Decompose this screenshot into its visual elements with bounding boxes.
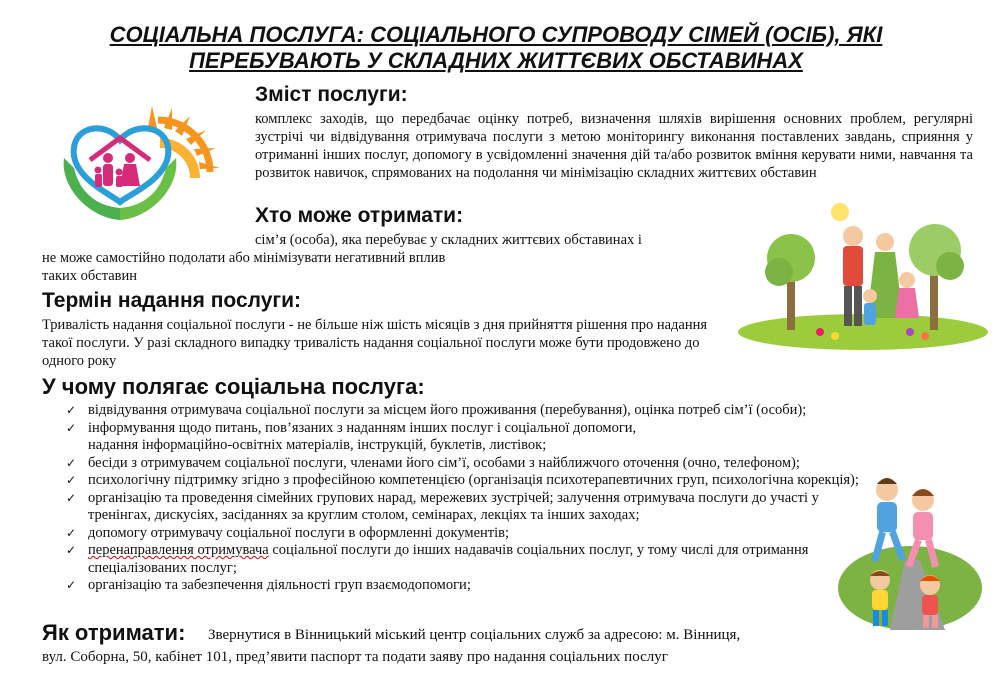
how-line-1: Звернутися в Вінницький міський центр соціальних служб за адресою: м. Вінниця, bbox=[208, 627, 741, 643]
recipients-line-3: таких обставин bbox=[42, 268, 138, 284]
list-item: ✓ перенаправлення отримувача соціальної послуги до інших надавачів соціальних послуг, у тому числі для отримання спеціалізованих послуг; bbox=[62, 542, 833, 577]
family-hands-sun-logo-icon bbox=[60, 98, 220, 228]
list-item: ✓ психологічну підтримку згідно з професійною компетенцією (організація психотерапевтичних груп, психологічна корекція); bbox=[62, 472, 863, 490]
family-illustration-icon bbox=[735, 200, 990, 350]
how-heading: Як отримати: bbox=[42, 620, 186, 645]
list-item: ✓ бесіди з отримувачем соціальної послуги, членами його сім’ї, особами з найближчого оточення (очно, телефоном); bbox=[62, 455, 862, 473]
recipients-heading: Хто може отримати: bbox=[255, 204, 464, 227]
list-item: ✓ організацію та забезпечення діяльності груп взаємодопомоги; bbox=[62, 577, 862, 595]
page-title-line-2: ПЕРЕБУВАЮТЬ У СКЛАДНИХ ЖИТТЄВИХ ОБСТАВИНАХ bbox=[189, 48, 803, 73]
list-item: ✓ організацію та проведення сімейних групових нарад, мережевих зустрічей; залучення отримувача послуги до участі у тренінгах, дискусіях, засіданнях за круглим столом, семінарах, лекціях та інших заходах; bbox=[62, 490, 848, 525]
recipients-line-1: сім’я (особа), яка перебуває у складних життєвих обставинах і bbox=[255, 232, 642, 248]
how-line-2: вул. Соборна, 50, кабінет 101, пред’явити паспорт та подати заяву про надання соціальних послуг bbox=[42, 649, 668, 665]
essence-heading: У чому полягає соціальна послуга: bbox=[42, 374, 425, 399]
essence-list bbox=[62, 402, 862, 595]
list-item: ✓ інформування щодо питань, пов’язаних з наданням інших послуг і соціальної допомоги, надання інформаційно-освітніх матеріалів, інструкцій, буклетів, листівок; bbox=[62, 420, 862, 455]
content-text: комплекс заходів, що передбачає оцінку потреб, визначення шляхів вирішення основних проблем, регулярні зустрічі чи відвідування отримувача послуги з метою моніторингу виконання поставлених завдань, сприяння у отриманні інших послуг, допомогу в усвідомленні значення дій та/або розвиток вміння керувати ними, навчання та розвиток навичок, спрямованих на подолання чи мінімізацію складних життєвих обставин bbox=[255, 111, 973, 181]
page-title-line-1: СОЦІАЛЬНА ПОСЛУГА: СОЦІАЛЬНОГО СУПРОВОДУ СІМЕЙ (ОСІБ), ЯКІ bbox=[109, 22, 883, 47]
running-kids-illustration-icon bbox=[835, 470, 985, 630]
spellcheck-text: перенаправлення отримувача bbox=[88, 542, 269, 558]
list-item: ✓ допомогу отримувачу соціальної послуги в оформленні документів; bbox=[62, 525, 862, 543]
page-title bbox=[0, 22, 992, 74]
content-heading: Зміст послуги: bbox=[255, 83, 408, 106]
term-heading: Термін надання послуги: bbox=[42, 289, 302, 312]
recipients-line-2: не може самостійно подолати або мінімізувати негативний вплив bbox=[42, 250, 446, 266]
term-text: Тривалість надання соціальної послуги - не більше ніж шість місяців з дня прийняття рішення про надання такої послуги. У разі складного випадку тривалість надання соціальної послуги може бути продовжено до одного року bbox=[42, 317, 708, 369]
list-item: ✓ відвідування отримувача соціальної послуги за місцем його проживання (перебування), оцінка потреб сім’ї (особи); bbox=[62, 402, 862, 420]
